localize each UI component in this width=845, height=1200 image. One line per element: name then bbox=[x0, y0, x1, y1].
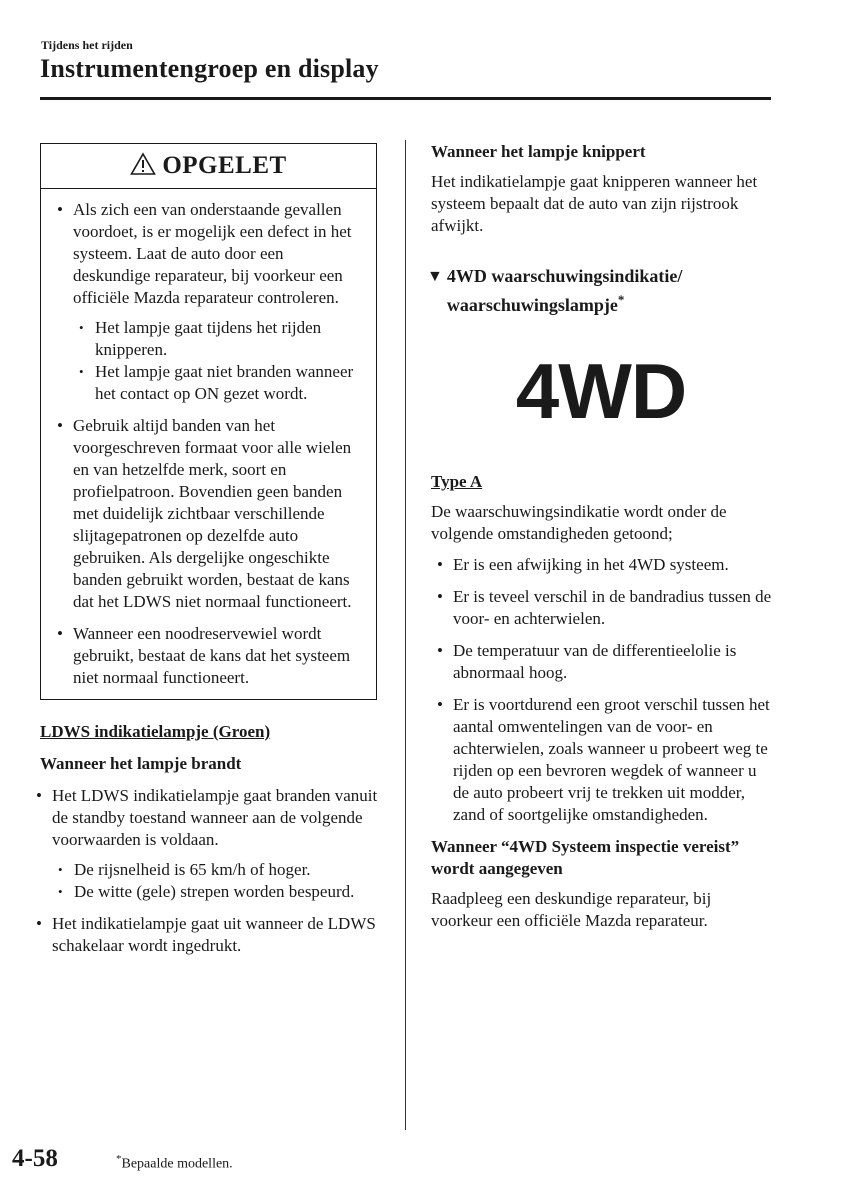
blink-text: Het indikatielampje gaat knipperen wanneer het systeem bepaalt dat de auto van zijn rijstrook afwijkt. bbox=[431, 172, 758, 235]
fwd-heading bbox=[427, 265, 776, 317]
fwd-item: • Er is een afwijking in het 4WD systeem. bbox=[431, 554, 776, 576]
footnote-text: Bepaalde modellen. bbox=[121, 1156, 233, 1172]
footnote bbox=[116, 1153, 233, 1173]
ldws-item bbox=[30, 785, 385, 903]
fwd-intro: De waarschuwingsindikatie wordt onder de volgende omstandigheden getoond; bbox=[431, 502, 727, 543]
caution-subitem: • Het lampje gaat niet branden wanneer het contact op ON gezet wordt. bbox=[73, 361, 364, 405]
fwd-item: • Er is teveel verschil in de bandradius tussen de voor- en achterwielen. bbox=[431, 586, 776, 630]
fwd-heading-line2: waarschuwingslampje bbox=[446, 295, 618, 315]
ldws-heading: LDWS indikatielampje (Groen) bbox=[40, 722, 271, 741]
ldws-item: • Het indikatielampje gaat uit wanneer de LDWS schakelaar wordt ingedrukt. bbox=[30, 913, 385, 957]
fwd-item: • Er is voortdurend een groot verschil tussen het aantal omwentelingen van de voor- en achterwielen, zoals wanneer u probeert weg te rijden op een bevroren wegdek of wanneer u de auto probeert vrij te trekken uit modder, zand of soortgelijke omstandigheden. bbox=[431, 694, 776, 826]
fwd-indicator-symbol: 4WD bbox=[515, 347, 687, 435]
caution-item-text: Als zich een van onderstaande gevallen voordoet, is er mogelijk een defect in het systeem. Laat de auto door een deskundige reparateur, bij voorkeur een officiële Mazda reparateur controleren. bbox=[73, 200, 352, 307]
caution-box bbox=[40, 143, 377, 700]
caution-title: OPGELET bbox=[162, 152, 287, 179]
ldws-on-heading: Wanneer het lampje brandt bbox=[40, 754, 242, 773]
caution-item: • Gebruik altijd banden van het voorgeschreven formaat voor alle wielen en van hetzelfde merk, soort en profielpatroon. Bovendien geen banden met duidelijk zichtbaar verschillende slijtagepatronen op dezelfde auto gebruiken. Als dergelijke ongeschikte banden gebruikt worden, bestaat de kans dat het LDWS niet normaal functioneert. bbox=[51, 415, 364, 613]
caution-body bbox=[41, 189, 376, 699]
blink-heading: Wanneer het lampje knippert bbox=[431, 142, 646, 161]
ldws-item-text: Het LDWS indikatielampje gaat branden vanuit de standby toestand wanneer aan de volgende voorwaarden is voldaan. bbox=[52, 786, 378, 849]
page-title: Instrumentengroep en display bbox=[40, 54, 379, 83]
triangle-down-icon: ▼ bbox=[427, 268, 443, 285]
caution-item bbox=[51, 199, 364, 405]
asterisk-mark: * bbox=[617, 292, 625, 307]
section-label: Tijdens het rijden bbox=[41, 38, 133, 52]
header-rule bbox=[40, 97, 771, 100]
right-column bbox=[427, 141, 776, 932]
page-number: 4-58 bbox=[12, 1145, 58, 1172]
warning-triangle-icon bbox=[130, 152, 156, 181]
caution-item: • Wanneer een noodreservewiel wordt gebruikt, bestaat de kans dat het systeem niet normaal functioneert. bbox=[51, 623, 364, 689]
caution-header bbox=[41, 144, 376, 189]
column-divider bbox=[405, 140, 406, 1130]
type-a-label: Type A bbox=[431, 472, 483, 491]
ldws-subitem: • De witte (gele) strepen worden bespeurd. bbox=[52, 881, 385, 903]
fwd-heading-line1: 4WD waarschuwingsindikatie/ bbox=[446, 266, 683, 286]
left-column bbox=[40, 143, 385, 967]
ldws-subitem: • De rijsnelheid is 65 km/h of hoger. bbox=[52, 859, 385, 881]
inspect-text: Raadpleeg een deskundige reparateur, bij voorkeur een officiële Mazda reparateur. bbox=[431, 889, 712, 930]
footnote-asterisk: * bbox=[116, 1153, 122, 1165]
inspect-heading: Wanneer “4WD Systeem inspectie vereist” wordt aangegeven bbox=[431, 837, 740, 878]
fwd-item: • De temperatuur van de differentieelolie is abnormaal hoog. bbox=[431, 640, 776, 684]
caution-subitem: • Het lampje gaat tijdens het rijden knipperen. bbox=[73, 317, 364, 361]
